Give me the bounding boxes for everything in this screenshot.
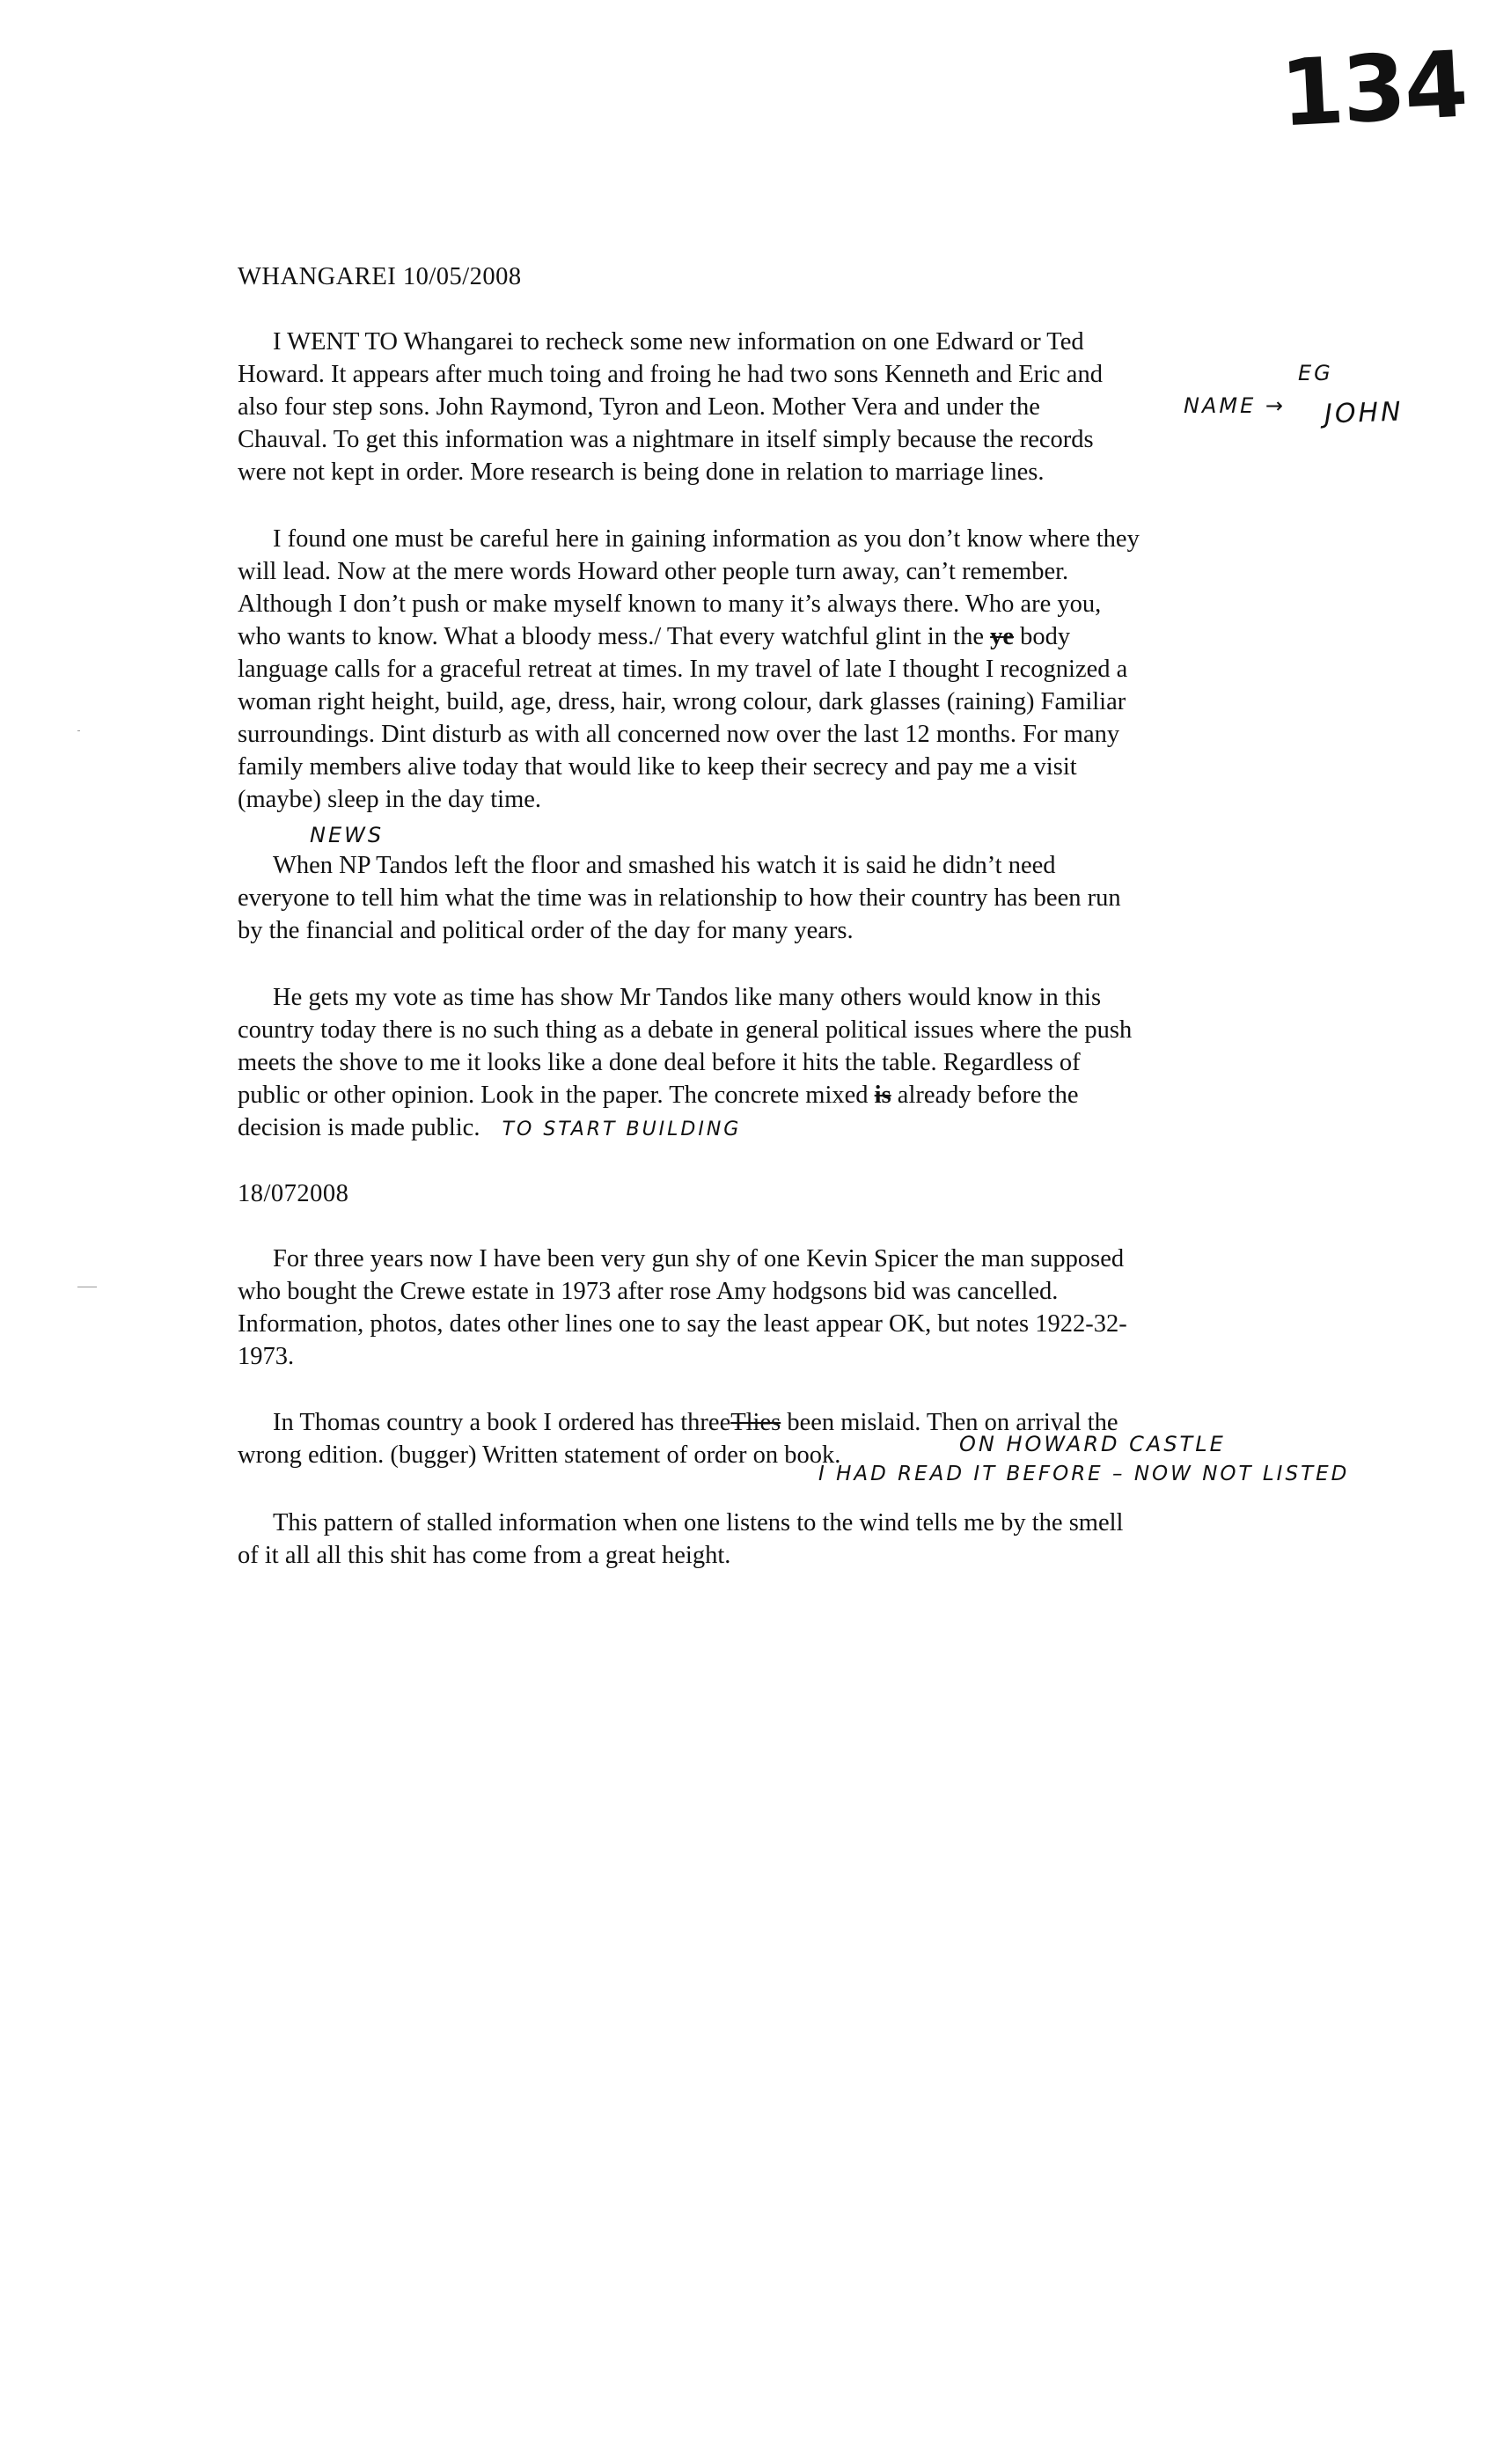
- handwritten-news: NEWS: [310, 823, 385, 847]
- struck-mark: ye: [990, 623, 1015, 650]
- handwritten-start-building: TO START BUILDING: [502, 1118, 742, 1140]
- para2-line-2: will lead. Now at the mere words Howard other people turn away, can’t remember.: [238, 558, 1069, 585]
- para2-line-8: family members alive today that would like to keep their secrecy and pay me a visit: [238, 753, 1077, 781]
- para2-line-7: surroundings. Dint disturb as with all concerned now over the last 12 months. For many: [238, 721, 1120, 748]
- para2-line-4-tail: body: [1020, 623, 1071, 650]
- para5-line-3: Information, photos, dates other lines one to say the least appear OK, but notes 1922-32-: [238, 1310, 1127, 1338]
- para4-line-5: [238, 1111, 741, 1147]
- para1-line-1: I WENT TO Whangarei to recheck some new information on one Edward or Ted: [273, 328, 1084, 356]
- para2-line-9: (maybe) sleep in the day time.: [238, 786, 542, 813]
- struck-mark-is: is: [874, 1082, 891, 1109]
- handwritten-on-howard-castle: ON HOWARD CASTLE: [959, 1432, 1226, 1456]
- handwritten-john: JOHN: [1324, 396, 1404, 430]
- para3-line-2: everyone to tell him what the time was in relationship to how their country has been run: [238, 884, 1121, 912]
- para4-line-1: He gets my vote as time has show Mr Tandos like many others would know in this: [273, 984, 1102, 1011]
- struck-word: Tlies: [730, 1409, 781, 1436]
- para6-line-1-text: In Thomas country a book I ordered has three: [273, 1409, 731, 1436]
- para6-line-1-tail: been mislaid. Then on arrival the: [787, 1409, 1118, 1436]
- para7-line-1: This pattern of stalled information when one listens to the wind tells me by the smell: [273, 1509, 1124, 1536]
- para4-line-5-text: decision is made public.: [238, 1114, 480, 1141]
- para2-line-5: language calls for a graceful retreat at times. In my travel of late I thought I recognized a: [238, 656, 1128, 683]
- para2-line-3: Although I don’t push or make myself known to many it’s always there. Who are you,: [238, 590, 1102, 618]
- para5-line-2: who bought the Crewe estate in 1973 after rose Amy hodgsons bid was cancelled.: [238, 1278, 1059, 1305]
- para4-line-4-text: public or other opinion. Look in the paper. The concrete mixed: [238, 1082, 869, 1109]
- para4-line-2: country today there is no such thing as a debate in general political issues where the push: [238, 1016, 1133, 1044]
- para2-line-1: I found one must be careful here in gaining information as you don’t know where they: [273, 525, 1140, 553]
- para4-line-4-tail: already before the: [897, 1082, 1079, 1109]
- handwritten-eg: EG: [1298, 361, 1333, 385]
- para1-line-4: Chauval. To get this information was a nightmare in itself simply because the records: [238, 426, 1094, 453]
- para6-line-2-text: wrong edition. (bugger) Written statement of order on book.: [238, 1441, 841, 1469]
- handwritten-name-arrow: NAME →: [1184, 393, 1286, 418]
- margin-mark: [77, 730, 80, 731]
- para4-line-4: [238, 1079, 1079, 1112]
- para3-line-3: by the financial and political order of the day for many years.: [238, 917, 854, 944]
- para4-line-3: meets the shove to me it looks like a done deal before it hits the table. Regardless of: [238, 1049, 1081, 1076]
- para7-line-2: of it all all this shit has come from a great height.: [238, 1542, 731, 1569]
- para2-line-6: woman right height, build, age, dress, hair, wrong colour, dark glasses (raining) Familiar: [238, 688, 1126, 715]
- page-number: 134: [1277, 30, 1470, 148]
- para1-line-2: Howard. It appears after much toing and froing he had two sons Kenneth and Eric and: [238, 361, 1103, 388]
- para6-line-2: [238, 1439, 840, 1472]
- para5-line-1: For three years now I have been very gun shy of one Kevin Spicer the man supposed: [273, 1245, 1125, 1272]
- para3-line-1: When NP Tandos left the floor and smashed his watch it is said he didn’t need: [273, 852, 1056, 879]
- para1-line-3: also four step sons. John Raymond, Tyron and Leon. Mother Vera and under the: [238, 393, 1040, 421]
- para2-line-4: [238, 620, 1070, 654]
- para2-line-4-text: who wants to know. What a bloody mess./ That every watchful glint in the: [238, 623, 984, 650]
- para1-line-5: were not kept in order. More research is being done in relation to marriage lines.: [238, 458, 1045, 486]
- date-heading-1: WHANGAREI 10/05/2008: [238, 263, 522, 290]
- handwritten-had-read: I HAD READ IT BEFORE – NOW NOT LISTED: [818, 1463, 1350, 1485]
- para5-line-4: 1973.: [238, 1343, 295, 1370]
- date-heading-2: 18/072008: [238, 1180, 349, 1207]
